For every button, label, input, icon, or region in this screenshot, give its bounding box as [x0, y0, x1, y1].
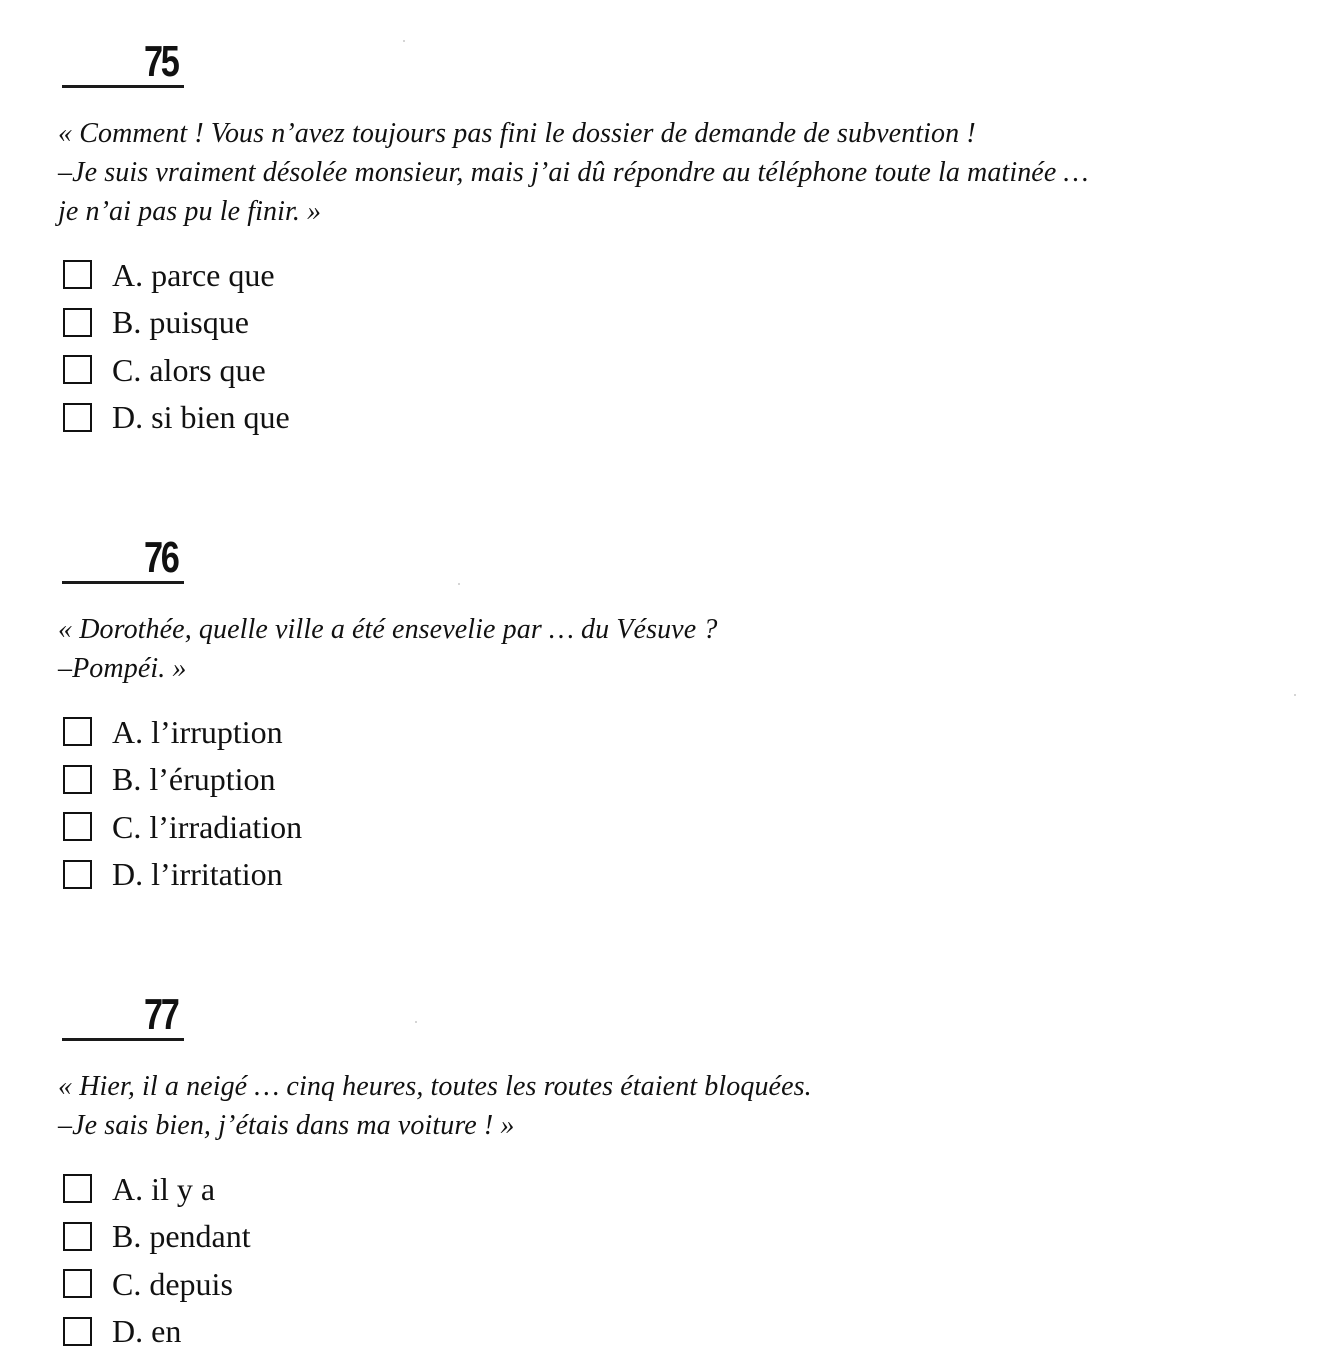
answer-options — [58, 251, 1288, 441]
option-label: A. l’irruption — [112, 713, 283, 750]
prompt-line: –Je sais bien, j’étais dans ma voiture ! » — [58, 1110, 515, 1141]
prompt-line: je n’ai pas pu le finir. » — [58, 196, 322, 227]
scan-speck — [458, 583, 460, 585]
answer-options — [58, 708, 1288, 898]
checkbox-icon[interactable] — [63, 355, 92, 384]
option-label: B. pendant — [112, 1218, 251, 1255]
checkbox-icon[interactable] — [63, 717, 92, 746]
prompt-line: « Comment ! Vous n’avez toujours pas fini le dossier de demande de subvention ! — [58, 118, 976, 149]
question-prompt — [58, 114, 1288, 231]
option-b[interactable] — [58, 756, 1288, 804]
prompt-line: –Pompéi. » — [58, 653, 187, 684]
prompt-line: « Hier, il a neigé … cinq heures, toutes les routes étaient bloquées. — [58, 1071, 812, 1102]
option-c[interactable] — [58, 1260, 1288, 1308]
question-number: 77 — [144, 990, 178, 1039]
question-number-row — [58, 991, 1288, 1049]
checkbox-icon[interactable] — [63, 403, 92, 432]
option-label: C. alors que — [112, 351, 266, 388]
option-label: A. il y a — [112, 1170, 216, 1207]
option-label: C. l’irradiation — [112, 808, 303, 845]
question-prompt — [58, 610, 1288, 688]
option-c[interactable] — [58, 346, 1288, 394]
checkbox-icon[interactable] — [63, 860, 92, 889]
checkbox-icon[interactable] — [63, 1174, 92, 1203]
checkbox-icon[interactable] — [63, 1222, 92, 1251]
scan-speck — [1294, 694, 1296, 696]
checkbox-icon[interactable] — [63, 765, 92, 794]
scan-speck — [403, 40, 405, 42]
question-number-row — [58, 38, 1288, 96]
question-number-row — [58, 534, 1288, 592]
answer-options — [58, 1165, 1288, 1355]
checkbox-icon[interactable] — [63, 1269, 92, 1298]
scan-speck — [415, 1021, 417, 1023]
option-a[interactable] — [58, 708, 1288, 756]
option-d[interactable] — [58, 851, 1288, 899]
question-77 — [58, 991, 1288, 1355]
option-label: D. en — [112, 1313, 182, 1350]
checkbox-icon[interactable] — [63, 1317, 92, 1346]
question-number: 75 — [144, 37, 178, 86]
option-c[interactable] — [58, 803, 1288, 851]
option-b[interactable] — [58, 1213, 1288, 1261]
prompt-line: –Je suis vraiment désolée monsieur, mais j’ai dû répondre au téléphone toute la matinée … — [58, 157, 1089, 188]
option-label: B. puisque — [112, 304, 249, 341]
option-b[interactable] — [58, 299, 1288, 347]
prompt-line: « Dorothée, quelle ville a été ensevelie par … du Vésuve ? — [58, 614, 718, 645]
checkbox-icon[interactable] — [63, 308, 92, 337]
checkbox-icon[interactable] — [63, 260, 92, 289]
question-76 — [58, 534, 1288, 898]
option-label: A. parce que — [112, 256, 275, 293]
option-a[interactable] — [58, 1165, 1288, 1213]
option-label: D. si bien que — [112, 399, 290, 436]
checkbox-icon[interactable] — [63, 812, 92, 841]
option-label: B. l’éruption — [112, 761, 276, 798]
option-label: D. l’irritation — [112, 856, 283, 893]
option-label: C. depuis — [112, 1265, 233, 1302]
option-d[interactable] — [58, 394, 1288, 442]
question-75 — [58, 38, 1288, 441]
question-number: 76 — [144, 533, 178, 582]
option-d[interactable] — [58, 1308, 1288, 1356]
option-a[interactable] — [58, 251, 1288, 299]
question-prompt — [58, 1067, 1288, 1145]
